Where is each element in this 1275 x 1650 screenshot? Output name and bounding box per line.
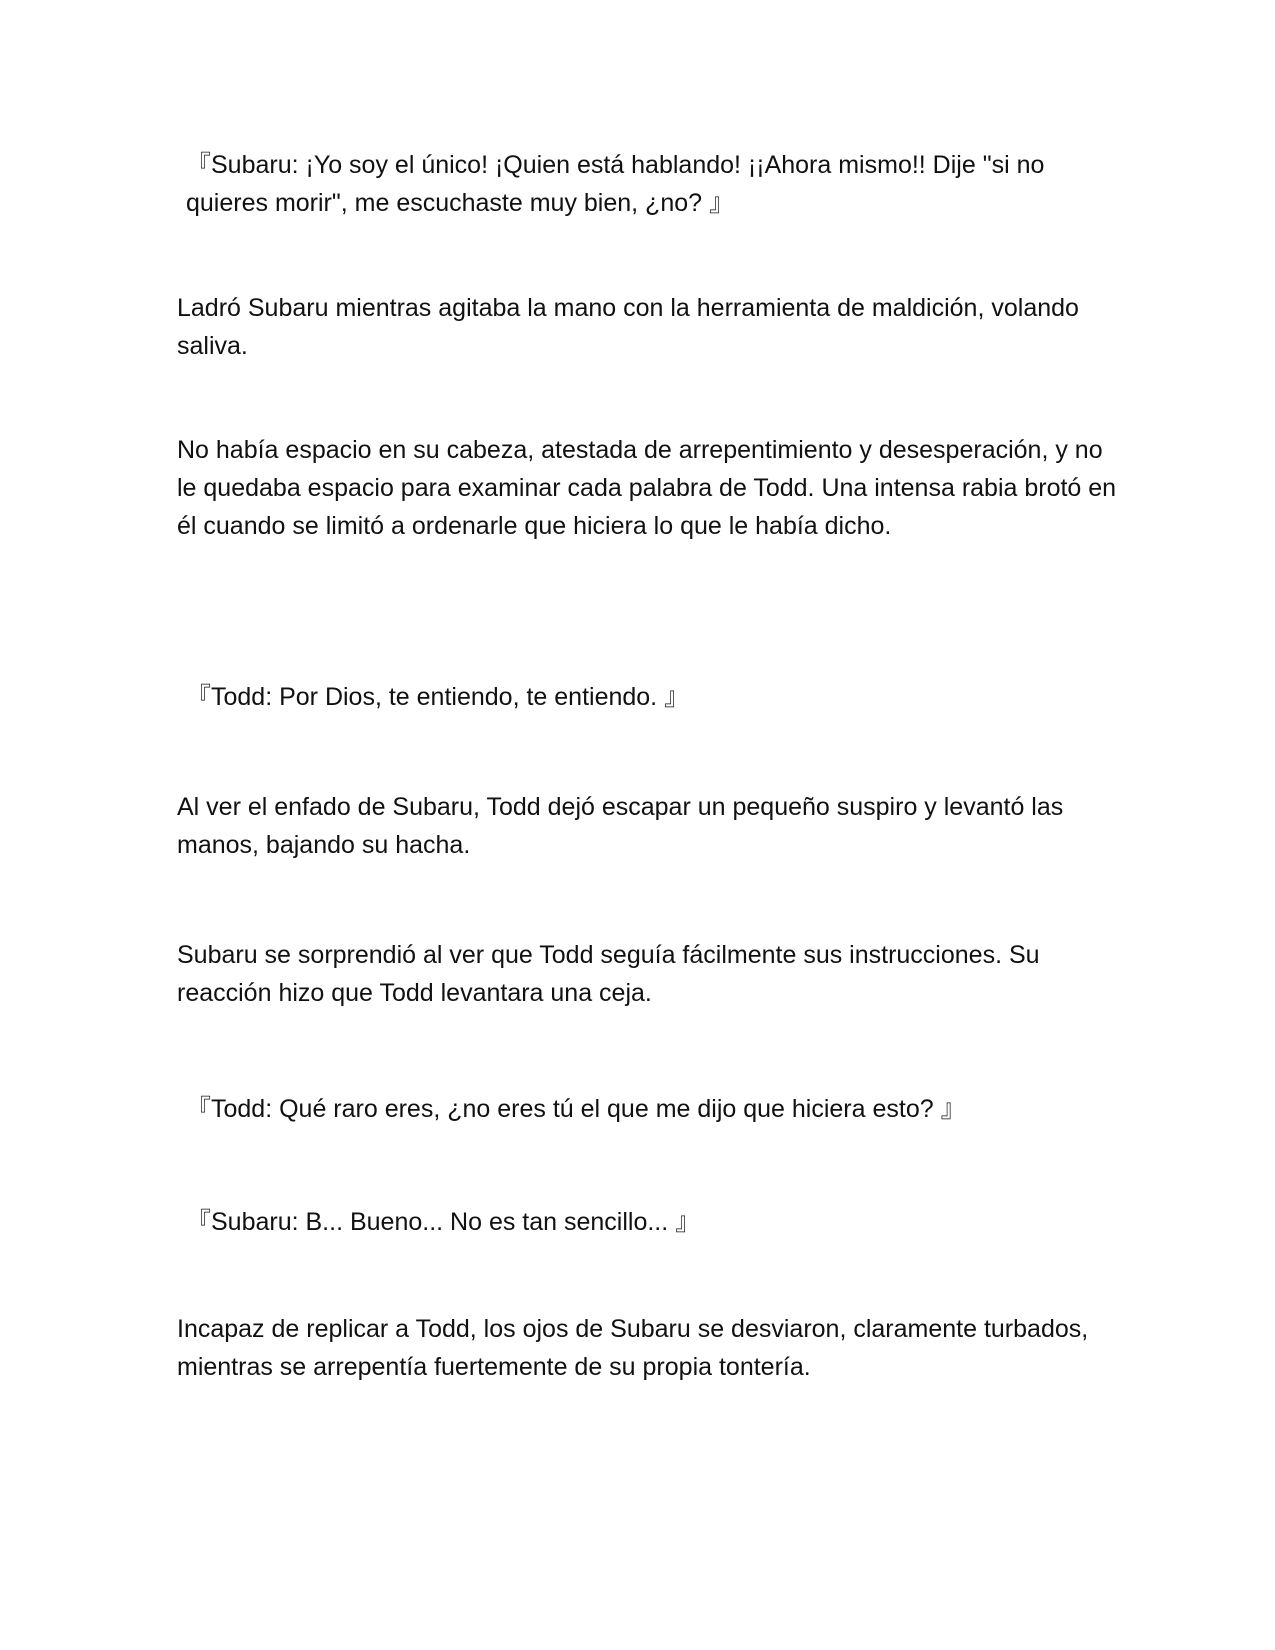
narration-paragraph-4: Subaru se sorprendió al ver que Todd seguía fácilmente sus instrucciones. Su reacción hizo que Todd levantara una ceja. bbox=[177, 941, 1040, 1007]
dialogue-todd-2: 『Todd: Qué raro eres, ¿no eres tú el que me dijo que hiciera esto? 』 bbox=[186, 1095, 966, 1123]
narration-paragraph-1: Ladró Subaru mientras agitaba la mano con la herramienta de maldición, volando saliva. bbox=[177, 294, 1079, 360]
dialogue-subaru-2: 『Subaru: B... Bueno... No es tan sencillo... 』 bbox=[186, 1208, 701, 1236]
narration-paragraph-5: Incapaz de replicar a Todd, los ojos de Subaru se desviaron, claramente turbados, mientras se arrepentía fuertemente de su propia tontería. bbox=[177, 1315, 1089, 1381]
dialogue-subaru-1: 『Subaru: ¡Yo soy el único! ¡Quien está hablando! ¡¡Ahora mismo!! Dije "si no quieres morir", me escuchaste muy bien, ¿no? 』 bbox=[186, 151, 1045, 217]
dialogue-todd-1: 『Todd: Por Dios, te entiendo, te entiendo. 』 bbox=[186, 683, 690, 711]
narration-paragraph-3: Al ver el enfado de Subaru, Todd dejó escapar un pequeño suspiro y levantó las manos, bajando su hacha. bbox=[177, 793, 1064, 859]
narration-paragraph-2: No había espacio en su cabeza, atestada de arrepentimiento y desesperación, y no le quedaba espacio para examinar cada palabra de Todd. Una intensa rabia brotó en él cuando se limitó a ordenarle que hiciera lo que le había dicho. bbox=[177, 436, 1117, 540]
